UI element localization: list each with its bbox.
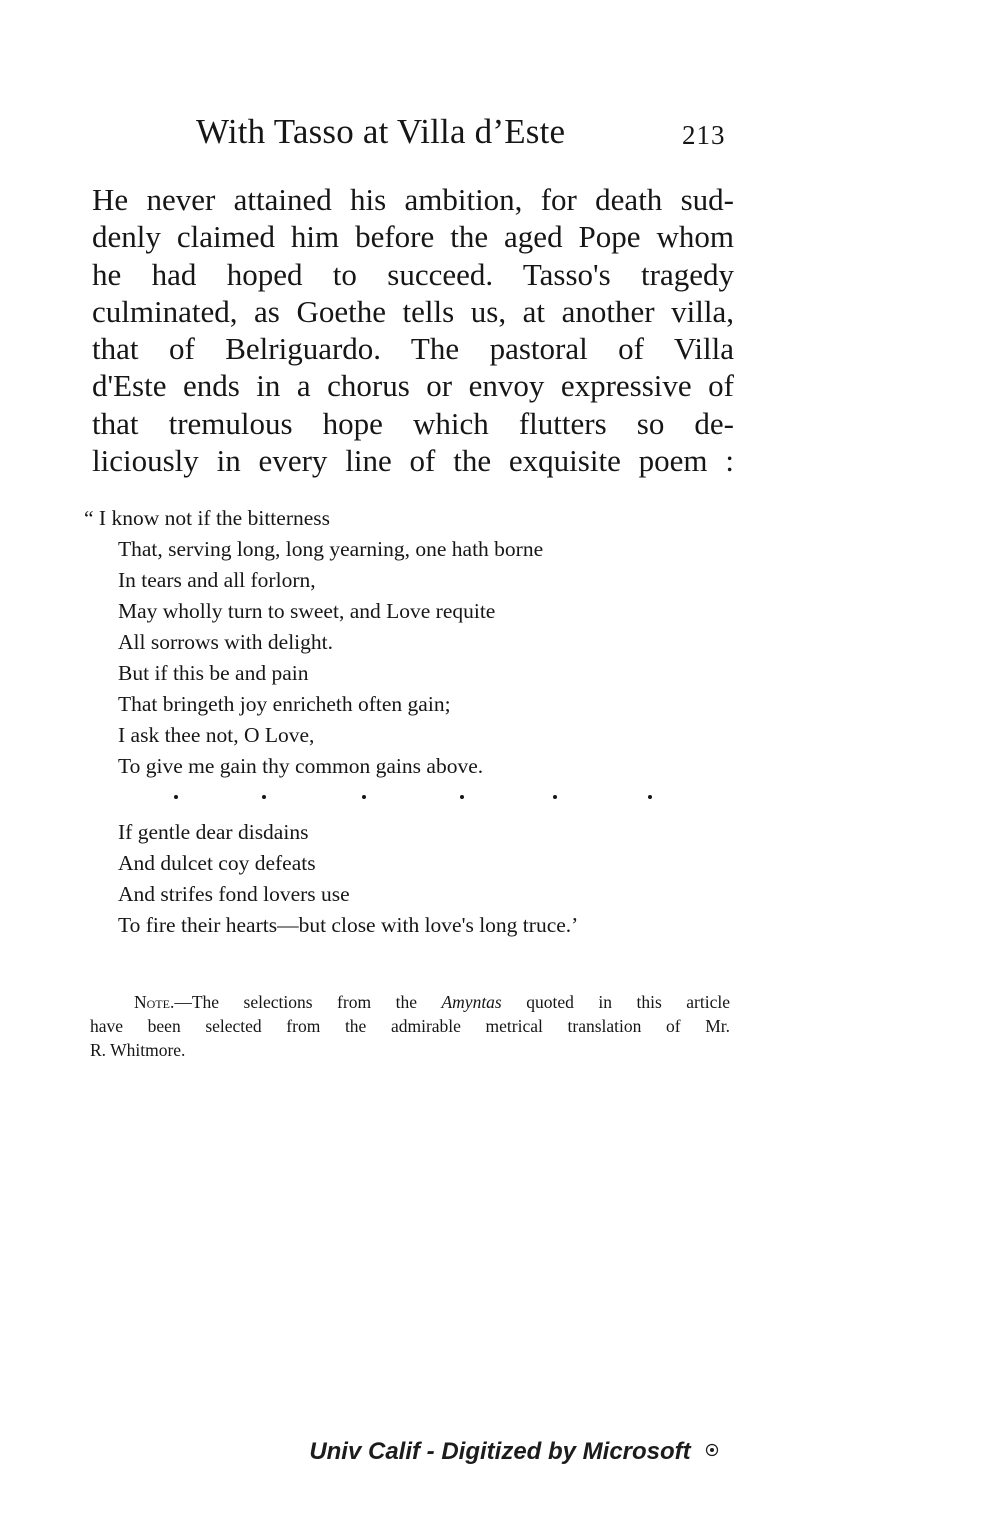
verse-line: That bringeth joy enricheth often gain; <box>118 692 451 716</box>
verse-line: In tears and all forlorn, <box>118 568 316 592</box>
verse-line: I ask thee not, O Love, <box>118 723 315 747</box>
verse-line: If gentle dear disdains <box>118 820 309 844</box>
verse-line: But if this be and pain <box>118 661 309 685</box>
digitization-watermark: Univ Calif - Digitized by Microsoft <box>309 1438 691 1465</box>
footnote-line: R. Whitmore. <box>90 1040 186 1060</box>
page-number: 213 <box>682 120 726 150</box>
running-head <box>196 112 736 158</box>
elision-dot <box>174 795 178 799</box>
footnote-line <box>90 990 730 1014</box>
elision-dots <box>84 782 724 817</box>
footnote-label: Note. <box>134 992 175 1012</box>
verse-line: And dulcet coy defeats <box>118 851 316 875</box>
verse-line: All sorrows with delight. <box>118 630 333 654</box>
verse-line: “ I know not if the bitterness <box>84 506 331 530</box>
footnote-line: have been selected from the admirable metrical translation of Mr. <box>90 1016 730 1036</box>
verse-line: And strifes fond lovers use <box>118 882 350 906</box>
elision-dot <box>262 795 266 799</box>
body-paragraph <box>92 181 734 479</box>
paragraph-line: he had hoped to succeed. Tasso's tragedy <box>92 256 734 292</box>
footnote <box>90 990 730 1062</box>
paragraph-line: culminated, as Goethe tells us, at another villa, <box>92 293 734 329</box>
elision-dot <box>362 795 366 799</box>
paragraph-line: He never attained his ambition, for death sud- <box>92 182 734 217</box>
verse-line: To fire their hearts—but close with love's long truce.’ <box>118 913 579 937</box>
verse-line: To give me gain thy common gains above. <box>118 754 484 778</box>
footnote-text: —The selections from the <box>174 992 417 1012</box>
paragraph-line: that of Belriguardo. The pastoral of Villa <box>92 331 734 367</box>
paragraph-line: liciously in every line of the exquisite poem : <box>92 443 734 479</box>
paragraph-line: d'Este ends in a chorus or envoy expressive of <box>92 368 734 404</box>
paragraph-line: that tremulous hope which flutters so de- <box>92 405 734 441</box>
elision-dot <box>553 795 557 799</box>
registered-mark-icon <box>705 1443 719 1457</box>
paragraph-line: denly claimed him before the aged Pope whom <box>92 219 734 255</box>
footnote-text: quoted in this article <box>526 992 730 1012</box>
elision-dot <box>460 795 464 799</box>
verse-line: That, serving long, long yearning, one hath borne <box>118 537 544 561</box>
verse-quotation <box>84 503 724 941</box>
verse-line: May wholly turn to sweet, and Love requite <box>118 599 496 623</box>
running-title: With Tasso at Villa d’Este <box>196 112 566 151</box>
elision-dot <box>648 795 652 799</box>
footnote-title: Amyntas <box>441 992 502 1012</box>
